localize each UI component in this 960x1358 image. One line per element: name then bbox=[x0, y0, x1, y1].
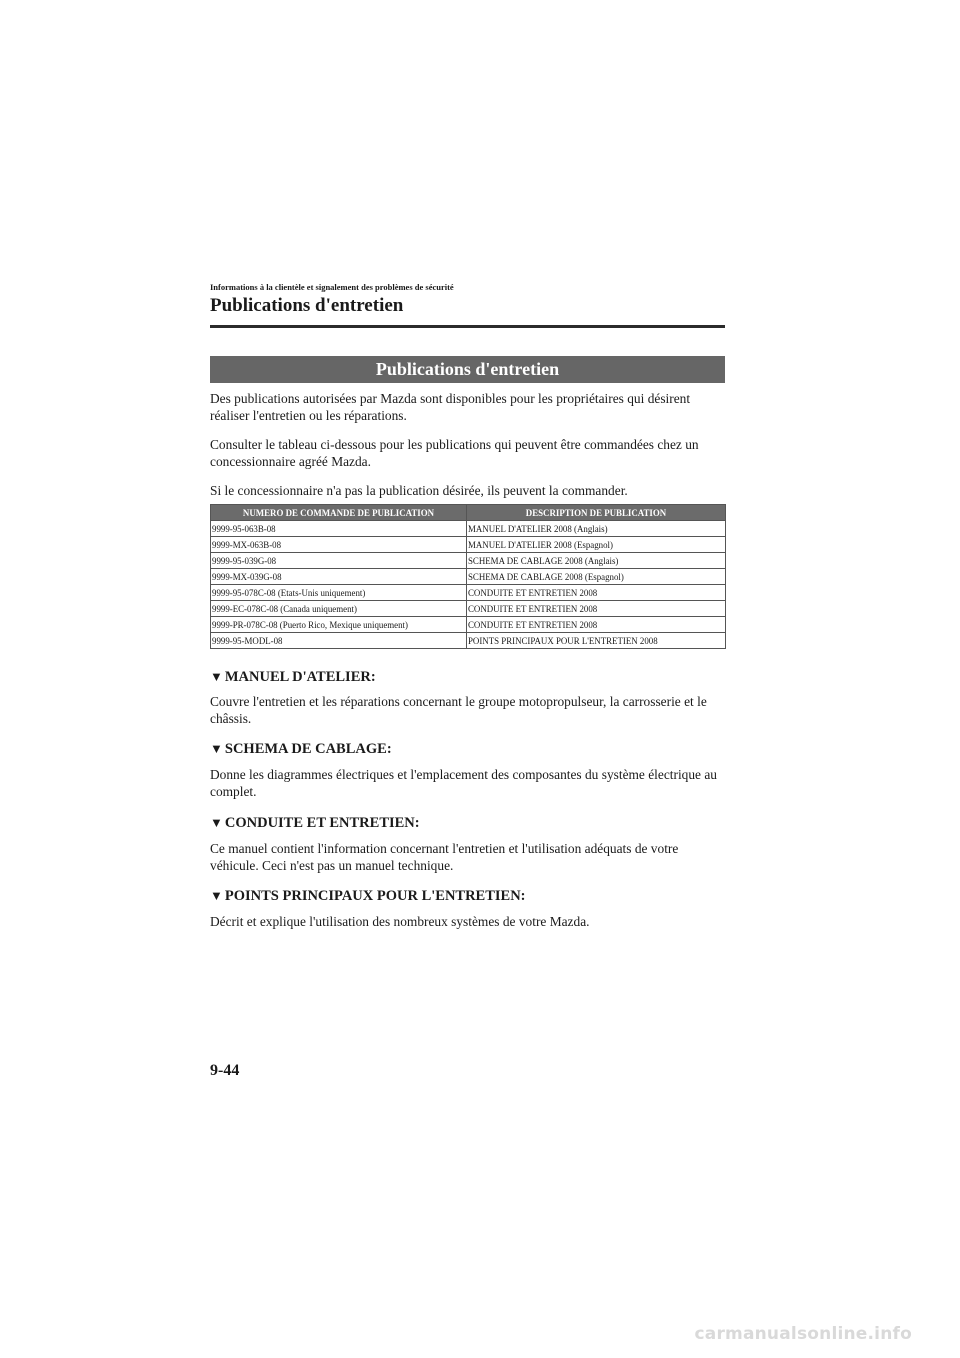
triangle-down-icon: ▼ bbox=[210, 815, 223, 830]
column-header-order-number: NUMERO DE COMMANDE DE PUBLICATION bbox=[211, 505, 467, 521]
section-heading-label: SCHEMA DE CABLAGE: bbox=[224, 741, 392, 757]
section-heading-wiring-diagram bbox=[210, 741, 392, 758]
description-cell: SCHEMA DE CABLAGE 2008 (Anglais) bbox=[467, 553, 726, 569]
section-text-maintenance-highlights: Décrit et explique l'utilisation des nombreux systèmes de votre Mazda. bbox=[210, 914, 590, 929]
description-cell: MANUEL D'ATELIER 2008 (Espagnol) bbox=[467, 537, 726, 553]
intro-paragraph-2: Consulter le tableau ci-dessous pour les publications qui peuvent être commandées chez un concessionnaire agréé Mazda. bbox=[210, 437, 699, 469]
watermark: carmanualsonline.info bbox=[694, 1324, 912, 1344]
section-text-owners-manual: Ce manuel contient l'information concernant l'entretien et l'utilisation adéquats de votre véhicule. Ceci n'est pas un manuel technique. bbox=[210, 841, 679, 873]
table-row bbox=[211, 537, 726, 553]
table-row bbox=[211, 569, 726, 585]
publications-table bbox=[210, 504, 726, 649]
section-text-shop-manual: Couvre l'entretien et les réparations concernant le groupe motopropulseur, la carrosserie et le châssis. bbox=[210, 694, 707, 726]
description-cell: CONDUITE ET ENTRETIEN 2008 bbox=[467, 617, 726, 633]
title-divider bbox=[210, 325, 725, 328]
order-number-cell: 9999-95-063B-08 bbox=[211, 521, 467, 537]
triangle-down-icon: ▼ bbox=[210, 741, 223, 756]
table-row bbox=[211, 553, 726, 569]
section-heading-shop-manual bbox=[210, 669, 376, 686]
description-cell: SCHEMA DE CABLAGE 2008 (Espagnol) bbox=[467, 569, 726, 585]
intro-paragraph-1: Des publications autorisées par Mazda sont disponibles pour les propriétaires qui désirent réaliser l'entretien ou les réparations. bbox=[210, 391, 691, 423]
table-row bbox=[211, 521, 726, 537]
order-number-cell: 9999-PR-078C-08 (Puerto Rico, Mexique uniquement) bbox=[211, 617, 467, 633]
table-row bbox=[211, 601, 726, 617]
table-header-row bbox=[211, 505, 726, 521]
section-text-wiring-diagram: Donne les diagrammes électriques et l'emplacement des composantes du système électrique au complet. bbox=[210, 767, 717, 799]
intro-paragraph-3: Si le concessionnaire n'a pas la publication désirée, ils peuvent la commander. bbox=[210, 483, 628, 498]
section-heading-label: POINTS PRINCIPAUX POUR L'ENTRETIEN: bbox=[224, 888, 526, 904]
table-row bbox=[211, 633, 726, 649]
order-number-cell: 9999-95-MODL-08 bbox=[211, 633, 467, 649]
section-heading-maintenance-highlights bbox=[210, 888, 526, 905]
section-heading-label: CONDUITE ET ENTRETIEN: bbox=[224, 815, 420, 831]
column-header-description: DESCRIPTION DE PUBLICATION bbox=[467, 505, 726, 521]
description-cell: POINTS PRINCIPAUX POUR L'ENTRETIEN 2008 bbox=[467, 633, 726, 649]
order-number-cell: 9999-95-039G-08 bbox=[211, 553, 467, 569]
chapter-header: Informations à la clientèle et signalement des problèmes de sécurité bbox=[210, 282, 454, 292]
section-banner: Publications d'entretien bbox=[210, 356, 725, 383]
order-number-cell: 9999-MX-063B-08 bbox=[211, 537, 467, 553]
description-cell: CONDUITE ET ENTRETIEN 2008 bbox=[467, 585, 726, 601]
section-heading-label: MANUEL D'ATELIER: bbox=[224, 669, 376, 685]
page-title: Publications d'entretien bbox=[210, 295, 404, 316]
table-row bbox=[211, 585, 726, 601]
triangle-down-icon: ▼ bbox=[210, 669, 223, 684]
order-number-cell: 9999-EC-078C-08 (Canada uniquement) bbox=[211, 601, 467, 617]
description-cell: CONDUITE ET ENTRETIEN 2008 bbox=[467, 601, 726, 617]
order-number-cell: 9999-MX-039G-08 bbox=[211, 569, 467, 585]
table-row bbox=[211, 617, 726, 633]
page-number: 9-44 bbox=[210, 1062, 240, 1079]
description-cell: MANUEL D'ATELIER 2008 (Anglais) bbox=[467, 521, 726, 537]
order-number-cell: 9999-95-078C-08 (Etats-Unis uniquement) bbox=[211, 585, 467, 601]
triangle-down-icon: ▼ bbox=[210, 888, 223, 903]
section-heading-owners-manual bbox=[210, 815, 420, 832]
